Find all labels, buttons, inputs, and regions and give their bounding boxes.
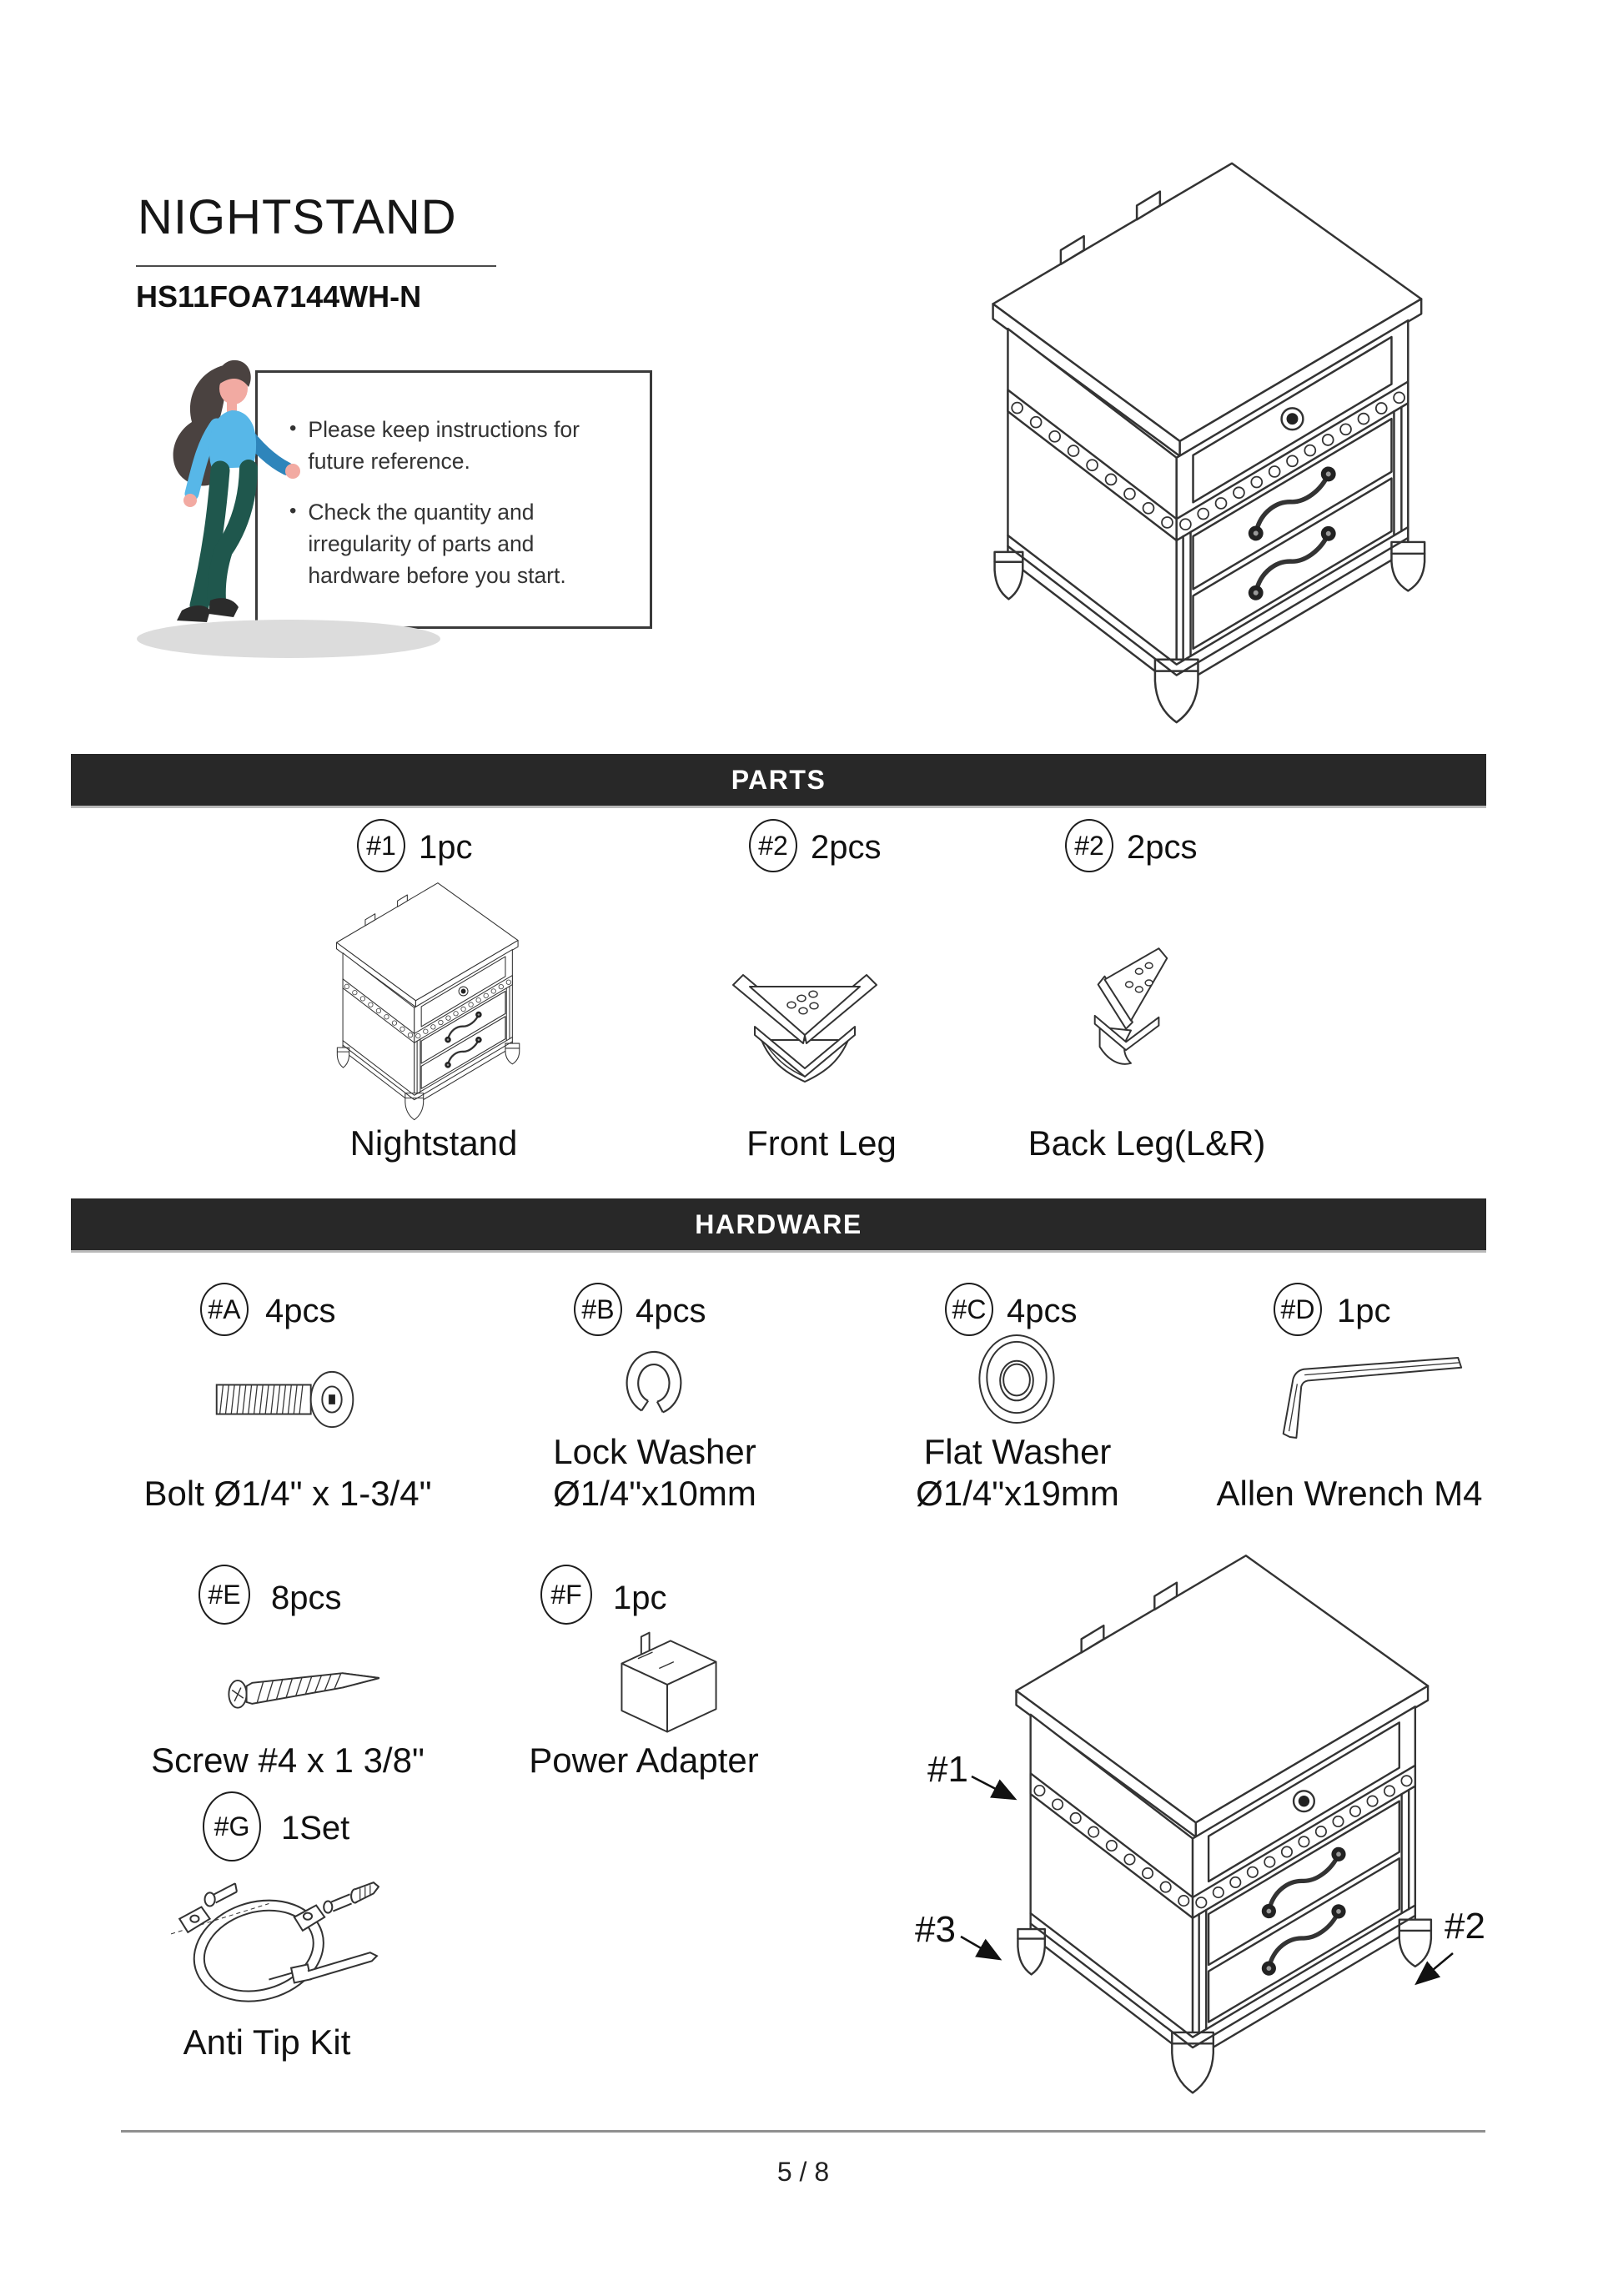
model-number: HS11FOA7144WH-N <box>136 279 422 314</box>
part3-qty: 2pcs <box>1127 829 1198 866</box>
page-title: NIGHTSTAND <box>138 190 457 244</box>
lock-washer-icon <box>611 1341 695 1431</box>
hardware-a-name: Bolt Ø1/4" x 1-3/4" <box>143 1474 432 1513</box>
hardware-f-name: Power Adapter <box>529 1741 759 1780</box>
hardware-b-qty: 4pcs <box>636 1293 706 1329</box>
part3-ref-circle <box>1065 819 1113 872</box>
part2-ref-label: #2 <box>758 830 788 861</box>
anti-tip-kit-icon <box>167 1868 379 2012</box>
hardware-a-ref-circle <box>200 1283 249 1336</box>
front-leg-drawing <box>730 955 880 1087</box>
hardware-b-ref-label: #B <box>581 1294 615 1324</box>
hardware-d-ref-label: #D <box>1280 1294 1315 1324</box>
notice-text-2: Check the quantity and irregularity of parts and hardware before you start. <box>308 500 566 588</box>
hardware-b-size: Ø1/4"x10mm <box>553 1474 756 1513</box>
callout-3: #3 <box>915 1909 956 1950</box>
hardware-section-label: HARDWARE <box>695 1208 862 1239</box>
part1-ref-label: #1 <box>366 830 396 861</box>
back-leg-drawing <box>1080 937 1178 1077</box>
part2-ref-circle <box>749 819 797 872</box>
hardware-section-bar <box>71 1198 1486 1253</box>
part2-qty: 2pcs <box>811 829 882 866</box>
nightstand-overview-drawing <box>947 150 1443 729</box>
part1-qty: 1pc <box>419 829 473 866</box>
flat-washer-icon <box>966 1333 1068 1428</box>
hardware-f-ref-label: #F <box>550 1579 582 1610</box>
part1-ref-circle <box>357 819 405 872</box>
woman-illustration-icon <box>117 335 467 669</box>
hardware-e-ref-circle <box>198 1565 250 1625</box>
hardware-f-ref-circle <box>540 1565 592 1625</box>
hardware-g-ref-label: #G <box>214 1811 250 1841</box>
part3-name: Back Leg(L&R) <box>1028 1123 1266 1163</box>
footer-divider <box>121 2130 1485 2133</box>
allen-wrench-icon <box>1272 1353 1468 1443</box>
hardware-c-ref-circle <box>945 1283 993 1336</box>
page-number: 5 / 8 <box>776 2157 830 2187</box>
hardware-e-qty: 8pcs <box>271 1580 342 1616</box>
callout-1: #1 <box>927 1749 968 1790</box>
hardware-e-ref-label: #E <box>208 1579 241 1610</box>
parts-section-label: PARTS <box>731 764 827 795</box>
notice-text-1: Please keep instructions for future reference. <box>308 417 580 474</box>
hardware-g-ref-circle <box>203 1791 261 1861</box>
hardware-b-ref-circle <box>574 1283 622 1336</box>
title-underline <box>136 265 496 267</box>
power-adapter-icon <box>571 1622 734 1746</box>
hardware-a-qty: 4pcs <box>265 1293 336 1329</box>
hardware-b-name: Lock Washer <box>553 1432 756 1471</box>
hardware-d-qty: 1pc <box>1337 1293 1391 1329</box>
bolt-icon <box>209 1358 363 1441</box>
hardware-c-size: Ø1/4"x19mm <box>916 1474 1119 1513</box>
hardware-g-name: Anti Tip Kit <box>183 2022 351 2062</box>
hardware-c-qty: 4pcs <box>1007 1293 1078 1329</box>
hardware-g-qty: 1Set <box>281 1810 350 1846</box>
hardware-f-qty: 1pc <box>613 1580 667 1616</box>
screw-icon <box>219 1655 394 1724</box>
nightstand-part-drawing <box>317 877 527 1123</box>
hardware-d-ref-circle <box>1274 1283 1322 1336</box>
hardware-e-name: Screw #4 x 1 3/8" <box>151 1741 425 1780</box>
callout-2: #2 <box>1445 1906 1485 1947</box>
part2-name: Front Leg <box>746 1123 897 1163</box>
hardware-d-name: Allen Wrench M4 <box>1216 1474 1483 1513</box>
bullet-icon: • <box>289 500 297 523</box>
bullet-icon: • <box>289 417 297 440</box>
hardware-c-ref-label: #C <box>952 1294 987 1324</box>
part3-ref-label: #2 <box>1074 830 1104 861</box>
callout-arrows <box>901 1735 1535 2002</box>
parts-section-bar <box>71 754 1486 808</box>
hardware-a-ref-label: #A <box>208 1294 241 1324</box>
part1-name: Nightstand <box>349 1123 518 1163</box>
hardware-c-name: Flat Washer <box>923 1432 1112 1471</box>
